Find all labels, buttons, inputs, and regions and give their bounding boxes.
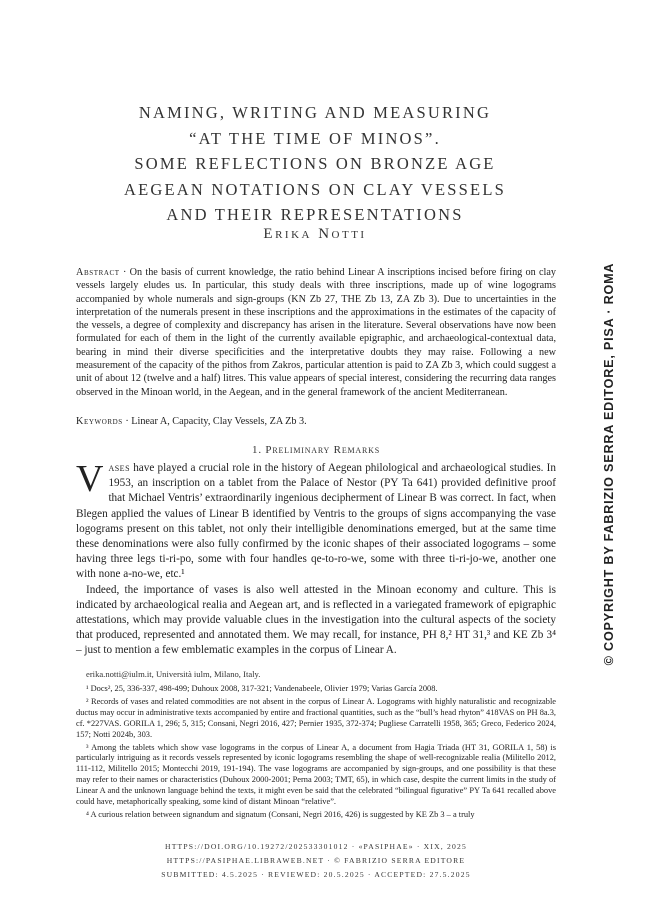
footnote: ⁴ A curious relation between signandum and signatum (Consani, Negri 2016, 426) is suggested by KE Zb 3 – a truly — [86, 809, 475, 819]
first-word: ases — [108, 462, 131, 474]
paragraph-2: Indeed, the importance of vases is also well attested in the Minoan economy and culture. This is indicated by archaeological realia and Aegean art, and is reflected in a variegated framework of epigraphic attestations, which may provide valuable clues in the investigation into the cultural aspects of the society that produced, represented and annotated them. We may recall, for instance, PH 8,² HT 31,³ and KE Zb 3⁴ – just to mention a few emblematic examples in the corpus of Linear A. — [76, 583, 556, 657]
keywords-text: · Linear A, Capacity, Clay Vessels, ZA Zb 3. — [122, 416, 307, 427]
footnote: ² Records of vases and related commodities are not absent in the corpus of Linear A. Logograms with highly naturalistic and recognizable ductus may occur in administrative texts accompanied by entire and fractional quantities, such as the “bull’s head rhyton” 418VAS on PH 8a.3, cf. *227VAS. GORILA 1, 296; 5, 315; Consani, Negri 2016, 427; Pernier 1935, 372-374; Pugliese Carratelli 1958, 365; Greco, Federico 2024, 157; Notti 2024b, 303. — [76, 696, 556, 739]
footer-doi: HTTPS://DOI.ORG/10.19272/202533301012 · «PASIPHAE» · XIX, 2025 — [165, 842, 467, 851]
abstract-label: Abstract — [76, 267, 120, 278]
drop-cap: V — [76, 458, 104, 500]
paragraph-1 — [76, 458, 556, 583]
abstract — [76, 266, 556, 399]
title-line: AEGEAN NOTATIONS ON CLAY VESSELS — [124, 179, 506, 199]
title-line: AND THEIR REPRESENTATIONS — [166, 205, 464, 224]
copyright-sidebar — [589, 244, 629, 684]
section-heading: 1. Preliminary Remarks — [252, 444, 380, 456]
footer-website: HTTPS://PASIPHAE.LIBRAWEB.NET · © FABRIZIO SERRA EDITORE — [166, 856, 466, 865]
main-text — [76, 458, 556, 659]
footer-dates: SUBMITTED: 4.5.2025 · REVIEWED: 20.5.2025 · ACCEPTED: 27.5.2025 — [161, 870, 471, 879]
paragraph-1-text: have played a crucial role in the history of Aegean philological and archaeological studies. In 1953, an inscription on a tablet from the Palace of Nestor (PY Ta 641) provided definitive proof that Michael Ventris’ extraordinarily ingenious decipherment of Linear B was correct. In fact, when Blegen applied the values of Linear B identified by Ventris to the groups of signs accompanying the vase logograms present on this tablet, not only their intelligible denominations emerged, but at the same time these denominations were also fully confirmed by the iconic shapes of their associated logograms – some having three legs ti-ri-po, some with four handles qe-to-ro-we, some with three ti-ri-jo-we, another one with none a-no-we, etc.¹ — [76, 462, 556, 581]
abstract-text: · On the basis of current knowledge, the ratio behind Linear A inscriptions incised before firing on clay vessels largely eludes us. In particular, this study deals with three inscriptions, made up of wine logograms accompanied by whole numerals and sign-groups (KN Zb 27, THE Zb 13, ZA Zb 3). Due to uncertainties in the interpretation of the numerals present in these inscriptions and the approximations in the estimates of the capacity of the vessels, a degree of complexity and discrepancy has arisen in the literature. Several observations have now been formulated for each of them in the light of the currently available epigraphic, and archaeological-contextual data, bearing in mind their diverse specificities and the interpretative doubts they may raise. Following a new measurement of the capacity of the pithos from Zakros, particular attention is paid to ZA Zb 3, which could suggest a unit of about 12 (twelve and a half) litres. This value appears of special interest, considering the recurring data ranges observed in the Minoan world, in the Aegean, and in the general framework of the ancient Mediterranean. — [76, 267, 556, 398]
article-title — [60, 100, 570, 228]
footnotes — [76, 684, 556, 823]
title-line: NAMING, WRITING AND MEASURING — [138, 103, 492, 122]
title-line: “AT THE TIME OF MINOS”. — [189, 128, 441, 148]
keywords-label: Keywords — [76, 416, 123, 427]
copyright-text: © COPYRIGHT BY FABRIZIO SERRA EDITORE, PISA · ROMA — [602, 262, 616, 666]
author-affiliation: erika.notti@iulm.it, Università iulm, Milano, Italy. — [86, 669, 261, 679]
footnote: ¹ Docs², 25, 336-337, 498-499; Duhoux 2008, 317-321; Vandenabeele, Olivier 1979; Varias García 2008. — [86, 684, 438, 693]
footnote: ³ Among the tablets which show vase logograms in the corpus of Linear A, a document from Hagia Triada (HT 31, GORILA 1, 58) is particularly intriguing as it records vessels represented by iconic logograms resembling the shape of well-recognizable realia (Militello 2012, 111-112, Militello 2015; Montecchi 2019, 191-194). The vase logograms are accompanied by sign-groups, and one possibility is that these may refer to their names or characteristics (Duhoux 2000-2001; Perna 2003; TMT, 65), in which case, despite the current limits in the study of Linear A and the unknown language behind the texts, it might even be said that the celebrated “bilingual figurative” PY Ta 641 recalled above could have, metaphorically speaking, some kind of distant Minoan “relative”. — [76, 742, 556, 807]
author-name: Erika Notti — [263, 226, 367, 242]
keywords — [76, 415, 556, 428]
title-line: SOME REFLECTIONS ON BRONZE AGE — [134, 154, 496, 173]
